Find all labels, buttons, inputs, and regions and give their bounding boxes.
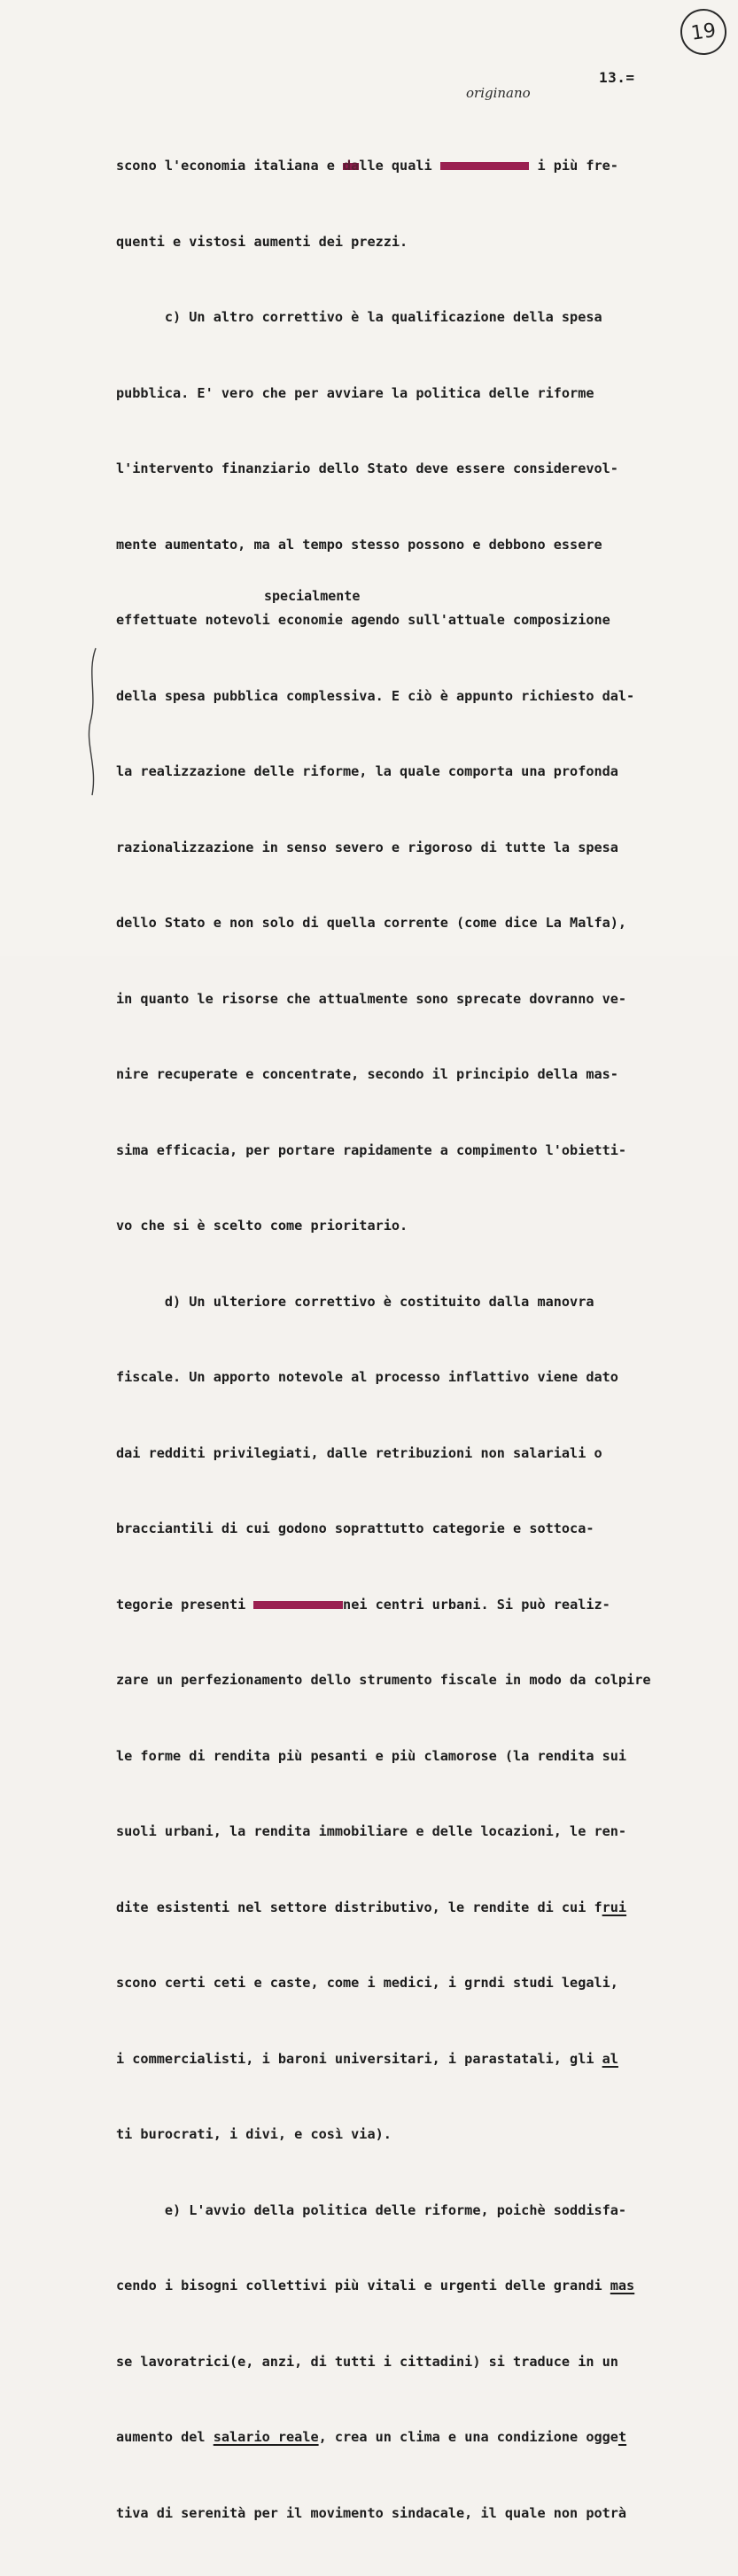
text-line: e) L'avvio della politica delle riforme, poichè soddisfa- bbox=[116, 2201, 627, 2218]
text-line: cendo i bisogni collettivi più vitali e urgenti delle grandi mas bbox=[116, 2278, 635, 2294]
text-line: dite esistenti nel settore distributivo, le rendite di cui frui bbox=[116, 1899, 627, 1915]
text-line: scono certi ceti e caste, come i medici, i grndi studi legali, bbox=[116, 1975, 618, 1991]
text-line: tegorie presenti nei centri urbani. Si può realiz- bbox=[116, 1596, 610, 1613]
text-line: suoli urbani, la rendita immobiliare e delle locazioni, le ren- bbox=[116, 1823, 627, 1839]
document-body bbox=[116, 103, 727, 2576]
struck-text bbox=[253, 1597, 343, 1613]
text-line: le forme di rendita più pesanti e più clamorose (la rendita sui bbox=[116, 1747, 627, 1764]
page-number: 13.= bbox=[599, 69, 635, 86]
text-line: dello Stato e non solo di quella corrente (come dice La Malfa), bbox=[116, 915, 627, 931]
text-line: quenti e vistosi aumenti dei prezzi. bbox=[116, 233, 408, 250]
struck-text bbox=[440, 158, 530, 174]
text-line: bracciantili di cui godono soprattutto categorie e sottoca- bbox=[116, 1520, 594, 1536]
text-line: razionalizzazione in senso severo e rigoroso di tutte la spesa bbox=[116, 839, 618, 855]
text-line: in quanto le risorse che attualmente sono sprecate dovranno ve- bbox=[116, 990, 627, 1007]
handwritten-insertion: originano bbox=[466, 85, 531, 101]
text-line: la realizzazione delle riforme, la quale comporta una profonda bbox=[116, 763, 618, 779]
text-line: zare un perfezionamento dello strumento fiscale in modo da colpire bbox=[116, 1672, 651, 1688]
text-line: vo che si è scelto come prioritario. bbox=[116, 1218, 408, 1234]
text-line: i commercialisti, i baroni universitari, i parastatali, gli al bbox=[116, 2050, 618, 2067]
text-line: dai redditi privilegiati, dalle retribuzioni non salariali o bbox=[116, 1444, 602, 1461]
text-line: nire recuperate e concentrate, secondo il principio della mas- bbox=[116, 1066, 618, 1082]
text-line: sima efficacia, per portare rapidamente a compimento l'obietti- bbox=[116, 1141, 627, 1158]
text-line: c) Un altro correttivo è la qualificazione della spesa bbox=[116, 309, 602, 325]
text-line: pubblica. E' vero che per avviare la politica delle riforme bbox=[116, 384, 594, 401]
text-line: se lavoratrici(e, anzi, di tutti i cittadini) si traduce in un bbox=[116, 2353, 618, 2370]
text-line: ti burocrati, i divi, e così via). bbox=[116, 2126, 392, 2142]
margin-bracket-mark bbox=[83, 646, 101, 797]
text-line: fiscale. Un apporto notevole al processo inflattivo viene dato bbox=[116, 1369, 618, 1385]
text-line: mente aumentato, ma al tempo stesso possono e debbono essere bbox=[116, 536, 602, 553]
text-line: aumento del salario reale, crea un clima e una condizione ogget bbox=[116, 2429, 627, 2445]
text-line: della spesa pubblica complessiva. E ciò è appunto richiesto dal- bbox=[116, 687, 635, 704]
text-line: scono l'economia italiana e dalle quali i più fre- bbox=[116, 158, 618, 174]
text-line: d) Un ulteriore correttivo è costituito dalla manovra bbox=[116, 1293, 594, 1310]
stamp-number: 19 bbox=[689, 19, 718, 45]
typed-insertion: specialmente bbox=[264, 588, 361, 604]
text-line: tiva di serenità per il movimento sindacale, il quale non potrà bbox=[116, 2504, 627, 2521]
text-line: effettuate notevoli economie agendo sull'attuale composizione bbox=[116, 612, 610, 628]
text-line: l'intervento finanziario dello Stato deve essere considerevol- bbox=[116, 460, 618, 476]
archive-page-stamp bbox=[678, 6, 730, 58]
